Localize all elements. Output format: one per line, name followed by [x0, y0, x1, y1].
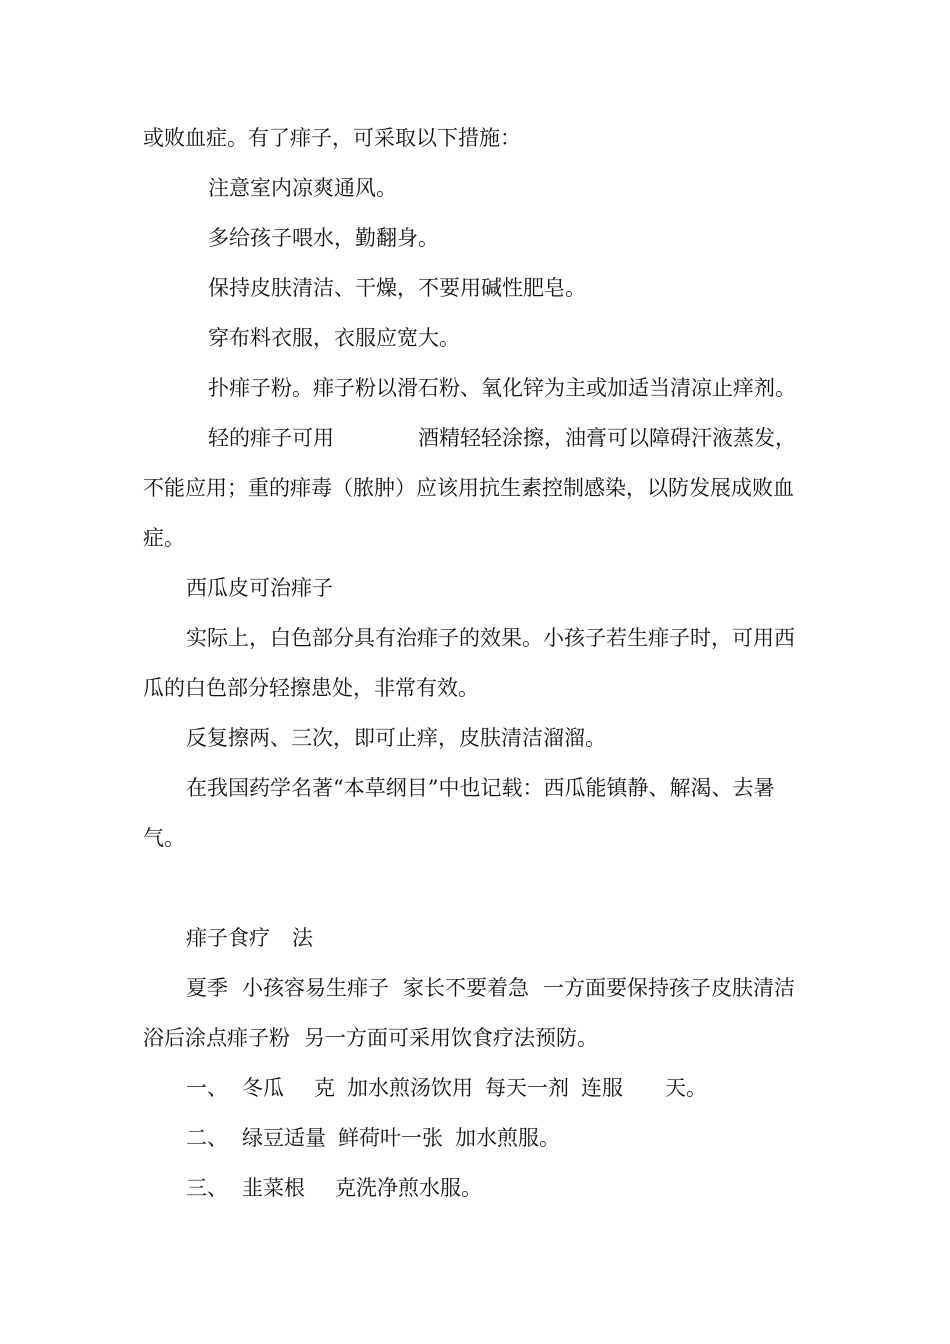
text-segment: 法: [292, 926, 313, 950]
text-segment: 浴后涂点痱子粉: [143, 1026, 290, 1050]
text-segment: 克: [314, 1076, 335, 1100]
text-line: 或败血症。有了痱子，可采取以下措施：: [143, 126, 521, 150]
text-segment: 天。: [665, 1076, 707, 1100]
text-segment: 克洗净煎水服。: [335, 1176, 482, 1200]
text-line: 多给孩子喂水，勤翻身。: [208, 226, 439, 250]
list-marker: 三、: [186, 1176, 228, 1200]
section-heading: 西瓜皮可治痱子: [186, 576, 333, 600]
text-segment: 酒精轻轻涂擦，油膏可以障碍汗液蒸发，: [418, 426, 796, 450]
text-line: [186, 974, 795, 1002]
text-line: 在我国药学名著“本草纲目”中也记载：西瓜能镇静、解渴、去暑: [186, 776, 775, 800]
text-line: 瓜的白色部分轻擦患处，非常有效。: [143, 676, 479, 700]
text-segment: 连服: [581, 1076, 623, 1100]
text-segment: 每天一剂: [485, 1076, 569, 1100]
text-line: 症。: [143, 526, 185, 550]
text-segment: 冬瓜: [242, 1076, 284, 1100]
text-segment: 一方面要保持孩子皮肤清洁: [543, 976, 795, 1000]
list-item: [186, 1074, 707, 1102]
text-segment: 夏季: [186, 976, 228, 1000]
text-segment: 小孩容易生痱子: [242, 976, 389, 1000]
text-line: 注意室内凉爽通风。: [208, 176, 397, 200]
text-line: [143, 1024, 598, 1052]
text-segment: 加水煎汤饮用: [347, 1076, 473, 1100]
text-segment: 痱子食疗: [186, 926, 270, 950]
text-line: 保持皮肤清洁、干燥，不要用碱性肥皂。: [208, 276, 586, 300]
text-line: [208, 424, 796, 452]
text-segment: 加水煎服。: [455, 1126, 560, 1150]
text-line: 穿布料衣服，衣服应宽大。: [208, 326, 460, 350]
text-line: 反复擦两、三次，即可止痒，皮肤清洁溜溜。: [186, 726, 606, 750]
text-line: 不能应用；重的痱毒（脓肿）应该用抗生素控制感染，以防发展成败血: [143, 476, 794, 500]
text-segment: 轻的痱子可用: [208, 426, 334, 450]
list-item: [186, 1174, 482, 1202]
text-line: 实际上，白色部分具有治痱子的效果。小孩子若生痱子时，可用西: [186, 626, 795, 650]
text-line: 气。: [143, 826, 185, 850]
section-heading: [186, 924, 313, 952]
text-segment: 绿豆适量: [242, 1126, 326, 1150]
text-line: 扑痱子粉。痱子粉以滑石粉、氧化锌为主或加适当清凉止痒剂。: [208, 376, 796, 400]
text-segment: 韭菜根: [242, 1176, 305, 1200]
list-marker: 一、: [186, 1076, 228, 1100]
text-segment: 另一方面可采用饮食疗法预防。: [304, 1026, 598, 1050]
list-marker: 二、: [186, 1126, 228, 1150]
text-segment: 家长不要着急: [403, 976, 529, 1000]
text-segment: 鲜荷叶一张: [338, 1126, 443, 1150]
list-item: [186, 1124, 560, 1152]
